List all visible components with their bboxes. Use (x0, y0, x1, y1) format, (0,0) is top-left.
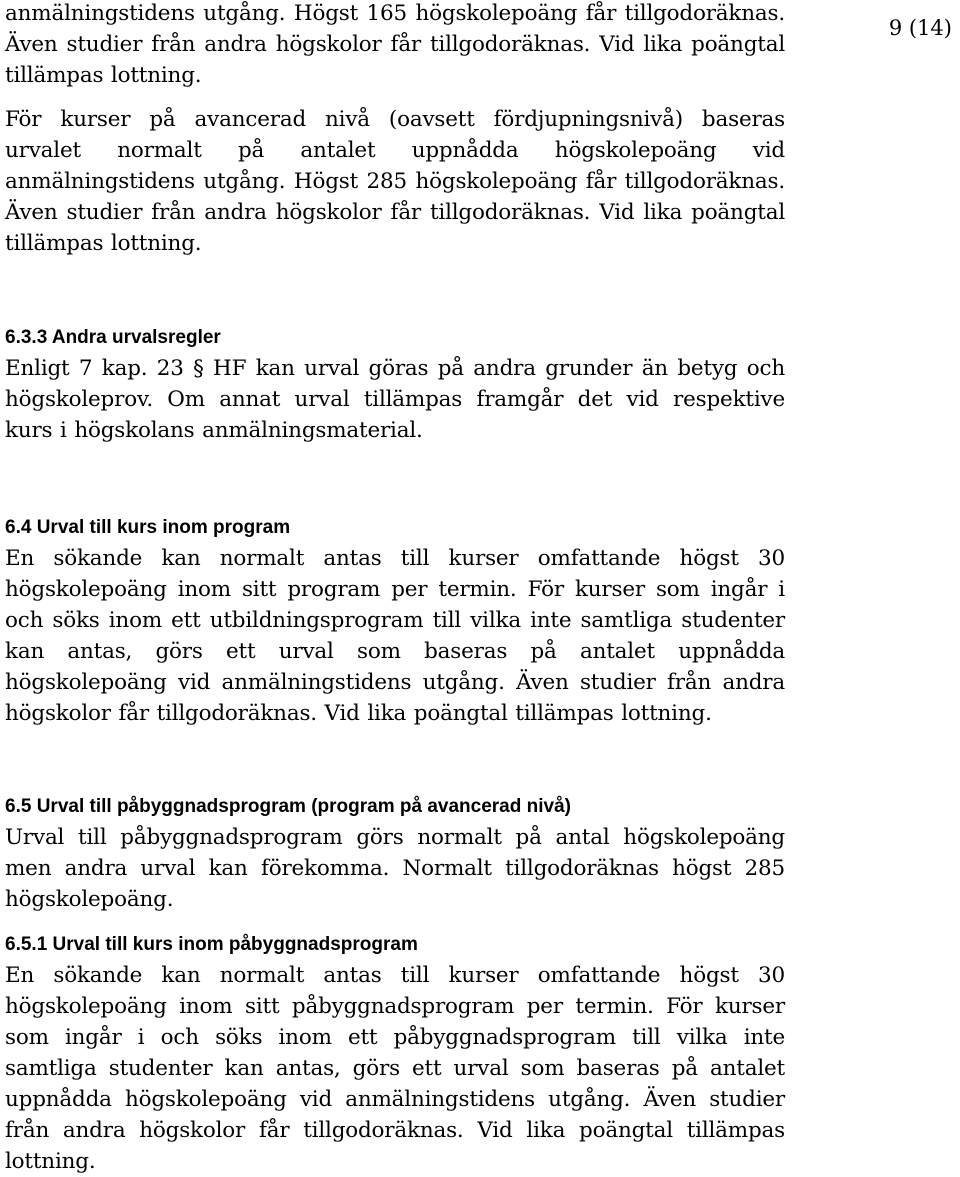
section-6-5-1 (5, 930, 785, 1177)
section-title: Urval till kurs inom påbyggnadsprogram (52, 934, 418, 955)
section-number: 6.4 (5, 517, 32, 538)
advanced-level-paragraph: För kurser på avancerad nivå (oavsett fördjupningsnivå) baseras urvalet normalt på antalet uppnådda högskolepoäng vid anmälningstidens utgång. Högst 285 högskolepoäng får tillgodoräknas. Även studier från andra högskolor får tillgodoräknas. Vid lika poängtal tillämpas lottning. (5, 107, 785, 256)
section-title: Urval till påbyggnadsprogram (program på avancerad nivå) (36, 796, 571, 817)
section-6-5 (5, 792, 785, 915)
continued-paragraph: anmälningstidens utgång. Högst 165 högskolepoäng får tillgodoräknas. Även studier från andra högskolor får tillgodoräknas. Vid lika poängtal tillämpas lottning. (5, 1, 785, 88)
page-number: 9 (14) (888, 16, 952, 40)
section-number: 6.5 (5, 796, 32, 817)
section-number: 6.3.3 (5, 327, 48, 348)
section-body: Urval till påbyggnadsprogram görs normalt på antal högskolepoäng men andra urval kan förekomma. Normalt tillgodoräknas högst 285 högskolepoäng. (5, 825, 785, 912)
section-body: Enligt 7 kap. 23 § HF kan urval göras på andra grunder än betyg och högskoleprov. Om annat urval tillämpas framgår det vid respektive kurs i högskolans anmälningsmaterial. (5, 356, 785, 443)
section-heading (5, 930, 785, 960)
section-body: En sökande kan normalt antas till kurser omfattande högst 30 högskolepoäng inom sitt påbyggnadsprogram per termin. För kurser som ingår i och söks inom ett påbyggnadsprogram till vilka inte samtliga studenter kan antas, görs ett urval som baseras på antalet uppnådda högskolepoäng vid anmälningstidens utgång. Även studier från andra högskolor får tillgodoräknas. Vid lika poängtal tillämpas lottning. (5, 963, 785, 1174)
section-title: Andra urvalsregler (51, 327, 221, 348)
section-heading (5, 513, 785, 543)
section-number: 6.5.1 (5, 934, 48, 955)
section-heading (5, 792, 785, 822)
section-6-3-3 (5, 323, 785, 446)
continued-paragraph-block (5, 0, 785, 91)
section-body: En sökande kan normalt antas till kurser omfattande högst 30 högskolepoäng inom sitt program per termin. För kurser som ingår i och söks inom ett utbildningsprogram till vilka inte samtliga studenter kan antas, görs ett urval som baseras på antalet uppnådda högskolepoäng vid anmälningstidens utgång. Även studier från andra högskolor får tillgodoräknas. Vid lika poängtal tillämpas lottning. (5, 546, 785, 726)
section-title: Urval till kurs inom program (36, 517, 291, 538)
section-6-4 (5, 513, 785, 729)
section-heading (5, 323, 785, 353)
advanced-level-block (5, 104, 785, 259)
